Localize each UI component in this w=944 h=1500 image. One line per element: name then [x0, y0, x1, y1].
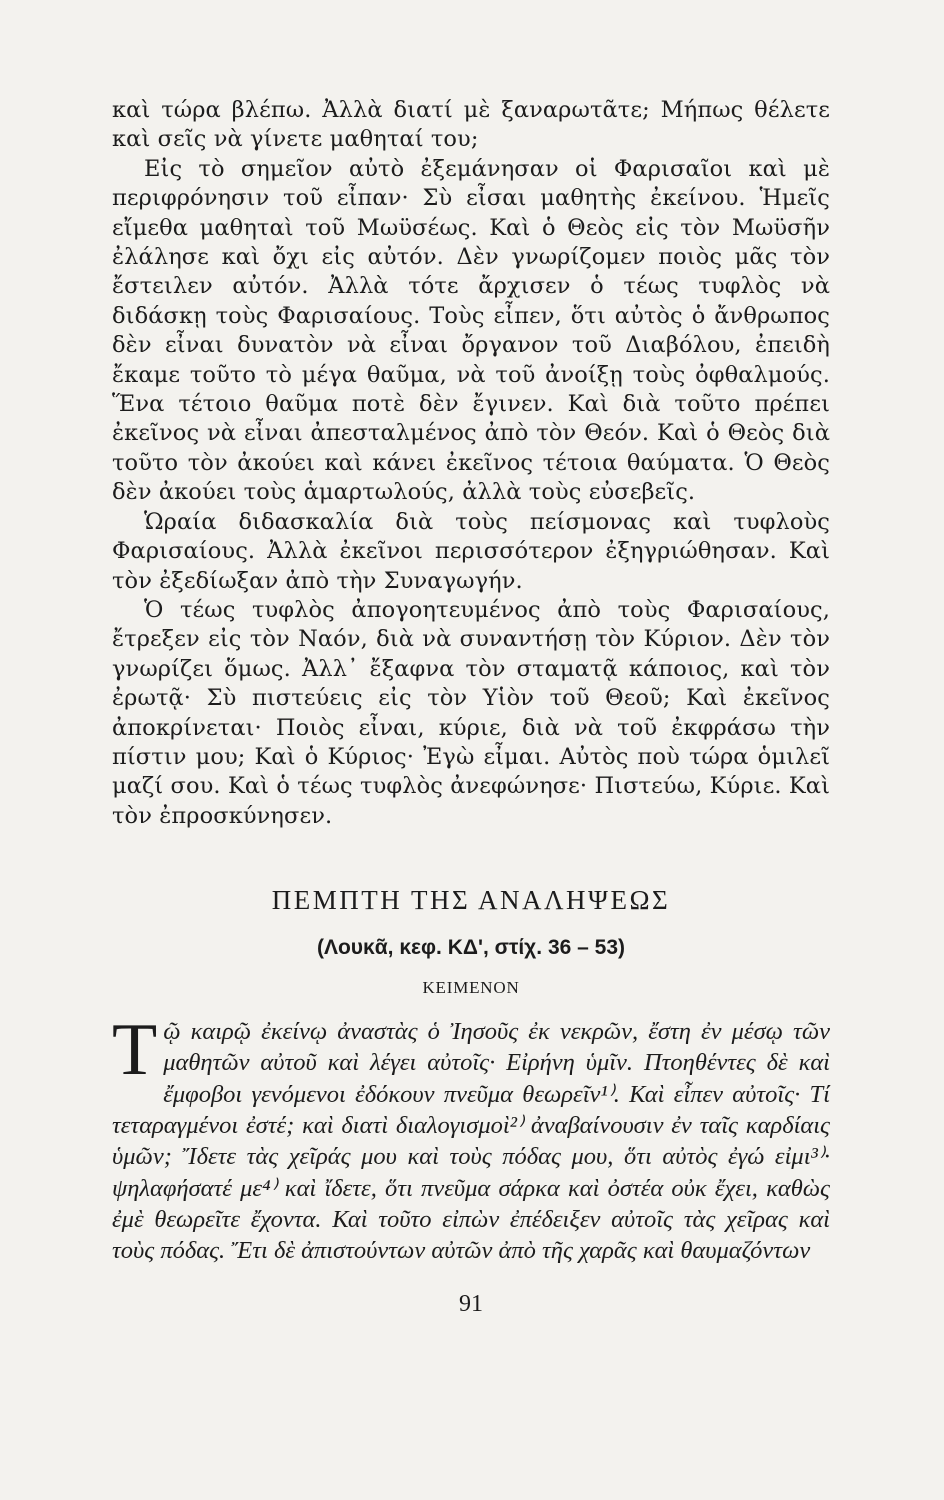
book-page	[112, 96, 830, 1476]
body-text	[112, 96, 830, 831]
section-subtitle: ΚΕΙΜΕΝΟΝ	[422, 978, 520, 998]
paragraph: Εἰς τὸ σημεῖον αὐτὸ ἐξεμάνησαν οἱ Φαρισαῖοι καὶ μὲ περιφρόνησιν τοῦ εἶπαν· Σὺ εἶσαι μαθητὴς ἐκείνου. Ἡμεῖς εἴμεθα μαθηταὶ τοῦ Μωϋσέως. Καὶ ὁ Θεὸς εἰς τὸν Μωϋσῆν ἐλάλησε καὶ ὄχι εἰς αὐτόν. Δὲν γνωρίζομεν ποιὸς μᾶς τὸν ἔστειλεν αὐτόν. Ἀλλὰ τότε ἄρχισεν ὁ τέως τυφλὸς νὰ διδάσκῃ τοὺς Φαρισαίους. Τοὺς εἶπεν, ὅτι αὐτὸς ὁ ἄνθρωπος δὲν εἶναι δυνατὸν νὰ εἶναι ὄργανον τοῦ Διαβόλου, ἐπειδὴ ἔκαμε τοῦτο τὸ μέγα θαῦμα, νὰ τοῦ ἀνοίξῃ τοὺς ὀφθαλμούς. Ἕνα τέτοιο θαῦμα ποτὲ δὲν ἔγινεν. Καὶ διὰ τοῦτο πρέπει ἐκεῖνος νὰ εἶναι ἀπεσταλμένος ἀπὸ τὸν Θεόν. Καὶ ὁ Θεὸς διὰ τοῦτο τὸν ἀκούει καὶ κάνει ἐκεῖνος τέτοια θαύματα. Ὁ Θεὸς δὲν ἀκούει τοὺς ἁμαρτωλούς, ἀλλὰ τοὺς εὐσεβεῖς.	[112, 155, 830, 506]
section-title: ΠΕΜΠΤΗ ΤΗΣ ΑΝΑΛΗΨΕΩΣ	[271, 885, 671, 916]
scripture-text	[112, 1009, 830, 1266]
scripture-body: ῷ καιρῷ ἐκείνῳ ἀναστὰς ὁ Ἰησοῦς ἐκ νεκρῶν, ἔστη ἐν μέσῳ τῶν μαθητῶν αὐτοῦ καὶ λέγει αὐτοῖς· Εἰρήνη ὑμῖν. Πτοηθέντες δὲ καὶ ἔμφοβοι γενόμενοι ἐδόκουν πνεῦμα θεωρεῖν¹⁾. Καὶ εἶπεν αὐτοῖς· Τί τεταραγμένοι ἐστέ; καὶ διατὶ διαλογισμοὶ²⁾ ἀναβαίνουσιν ἐν ταῖς καρδίαις ὑμῶν; Ἴδετε τὰς χεῖράς μου καὶ τοὺς πόδας μου, ὅτι αὐτὸς ἐγώ εἰμι³⁾· ψηλαφήσατέ με⁴⁾ καὶ ἴδετε, ὅτι πνεῦμα σάρκα καὶ ὀστέα οὐκ ἔχει, καθὼς ἐμὲ θεωρεῖτε ἔχοντα. Καὶ τοῦτο εἰπὼν ἐπέδειξεν αὐτοῖς τὰς χεῖρας καὶ τοὺς πόδας. Ἔτι δὲ ἀπιστούντων αὐτῶν ἀπὸ τῆς χαρᾶς καὶ θαυμαζόντων	[112, 1018, 830, 1265]
paragraph: Ὡραία διδασκαλία διὰ τοὺς πείσμονας καὶ τυφλοὺς Φαρισαίους. Ἀλλὰ ἐκεῖνοι περισσότερον ἐξηγριώθησαν. Καὶ τὸν ἐξεδίωξαν ἀπὸ τὴν Συναγωγήν.	[112, 508, 830, 594]
scripture-reference: (Λουκᾶ, κεφ. ΚΔ', στίχ. 36 – 53)	[316, 936, 626, 960]
page-number: 91	[459, 1290, 483, 1317]
paragraph: Ὁ τέως τυφλὸς ἀπογοητευμένος ἀπὸ τοὺς Φαρισαίους, ἔτρεξεν εἰς τὸν Ναόν, διὰ νὰ συναντήσῃ τὸν Κύριον. Δὲν τὸν γνωρίζει ὅμως. Ἀλλ᾿ ἔξαφνα τὸν σταματᾷ κάποιος, καὶ τὸν ἐρωτᾷ· Σὺ πιστεύεις εἰς τὸν Υἱὸν τοῦ Θεοῦ; Καὶ ἐκεῖνος ἀποκρίνεται· Ποιὸς εἶναι, κύριε, διὰ νὰ τοῦ ἐκφράσω τὴν πίστιν μου; Καὶ ὁ Κύριος· Ἐγὼ εἶμαι. Αὐτὸς ποὺ τώρα ὁμιλεῖ μαζί σου. Καὶ ὁ τέως τυφλὸς ἀνεφώνησε· Πιστεύω, Κύριε. Καὶ τὸν ἐπροσκύνησεν.	[112, 596, 830, 829]
paragraph: καὶ τώρα βλέπω. Ἀλλὰ διατί μὲ ξαναρωτᾶτε; Μήπως θέλετε καὶ σεῖς νὰ γίνετε μαθηταί του;	[112, 97, 830, 153]
drop-cap: Τ	[112, 1009, 158, 1092]
